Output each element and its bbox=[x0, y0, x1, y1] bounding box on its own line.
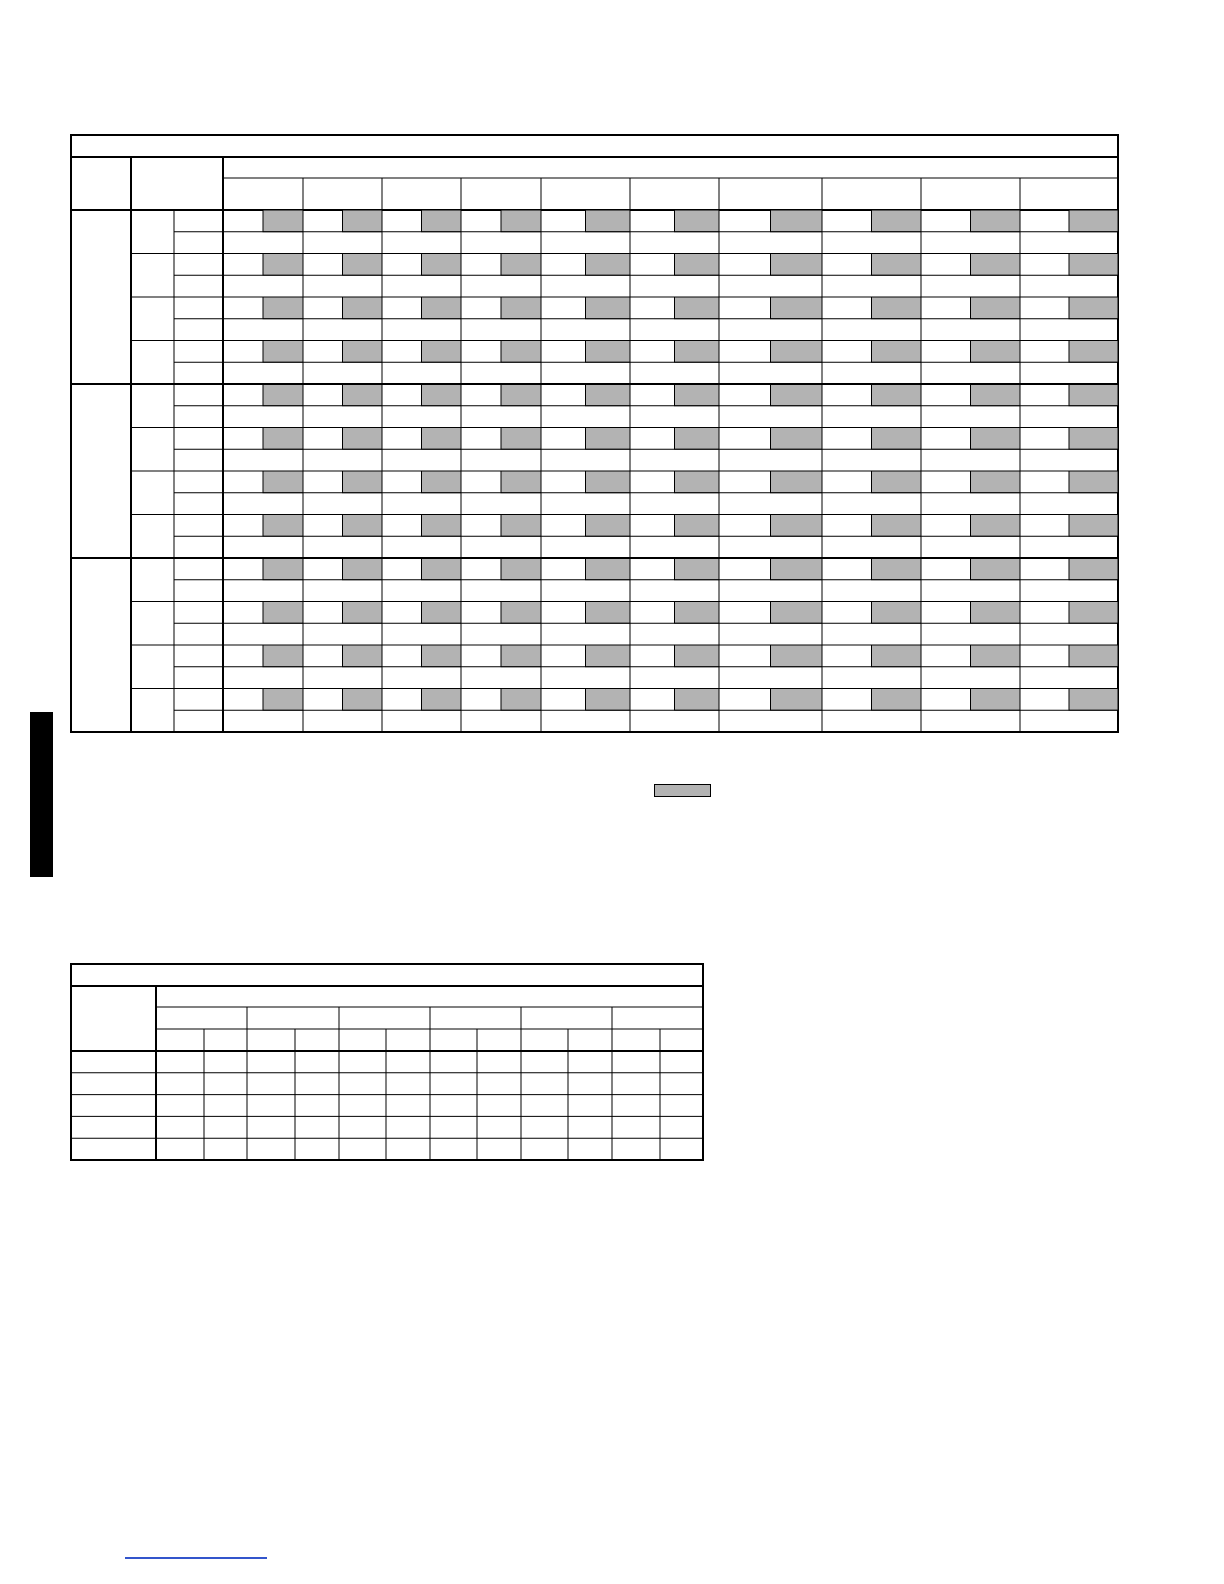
table-1-shaded-cell bbox=[1069, 471, 1118, 493]
table-1-shaded-cell bbox=[872, 471, 922, 493]
table-1-shaded-cell bbox=[872, 689, 922, 711]
table-1-shaded-cell bbox=[971, 428, 1021, 450]
table-1-shaded-cell bbox=[422, 384, 462, 406]
table-1-shaded-cell bbox=[586, 645, 631, 667]
table-1-shaded-cell bbox=[343, 689, 383, 711]
table-1-shaded-cell bbox=[971, 254, 1021, 276]
table-1-shaded-cell bbox=[1069, 428, 1118, 450]
table-1-shaded-cell bbox=[343, 254, 383, 276]
table-1-shaded-cell bbox=[586, 297, 631, 319]
table-1-shaded-cell bbox=[422, 515, 462, 537]
table-1-shaded-cell bbox=[263, 515, 303, 537]
table-1-shaded-cell bbox=[872, 254, 922, 276]
table-1-shaded-cell bbox=[343, 384, 383, 406]
table-1-shaded-cell bbox=[263, 645, 303, 667]
table-1-shaded-cell bbox=[1069, 210, 1118, 232]
legend-shaded-swatch bbox=[654, 784, 711, 797]
table-1-shaded-cell bbox=[1069, 515, 1118, 537]
table-1-shaded-cell bbox=[872, 210, 922, 232]
table-1-shaded-cell bbox=[586, 210, 631, 232]
table-1-shaded-cell bbox=[872, 645, 922, 667]
table-1-shaded-cell bbox=[1069, 602, 1118, 624]
table-1-shaded-cell bbox=[586, 515, 631, 537]
table-1-shaded-cell bbox=[872, 428, 922, 450]
table-1-shaded-cell bbox=[675, 341, 720, 363]
table-1-shaded-cell bbox=[872, 297, 922, 319]
table-1-shaded-cell bbox=[1069, 558, 1118, 580]
table-1-shaded-cell bbox=[971, 210, 1021, 232]
table-1-shaded-cell bbox=[675, 254, 720, 276]
table-1-shaded-cell bbox=[586, 341, 631, 363]
footer-link-underline[interactable] bbox=[125, 1557, 267, 1559]
table-1-shaded-cell bbox=[1069, 689, 1118, 711]
table-1-shaded-cell bbox=[1069, 384, 1118, 406]
table-1-shaded-cell bbox=[971, 645, 1021, 667]
table-1-shaded-cell bbox=[771, 645, 823, 667]
table-1-shaded-cell bbox=[971, 558, 1021, 580]
table-1-shaded-cell bbox=[872, 558, 922, 580]
table-1-shaded-cell bbox=[501, 689, 541, 711]
table-1-shaded-cell bbox=[771, 210, 823, 232]
table-1-shaded-cell bbox=[675, 645, 720, 667]
table-1-shaded-cell bbox=[971, 602, 1021, 624]
table-1-shaded-cell bbox=[422, 689, 462, 711]
table-1-shaded-cell bbox=[1069, 341, 1118, 363]
table-1-shaded-cell bbox=[872, 602, 922, 624]
table-1-shaded-cell bbox=[1069, 254, 1118, 276]
table-1-shaded-cell bbox=[263, 341, 303, 363]
table-1-shaded-cell bbox=[771, 341, 823, 363]
table-1-shaded-cell bbox=[501, 471, 541, 493]
table-1-shaded-cell bbox=[422, 297, 462, 319]
table-1-shaded-cell bbox=[675, 428, 720, 450]
table-1-shaded-cell bbox=[771, 384, 823, 406]
table-2-frame bbox=[71, 964, 703, 1160]
table-1-shaded-cell bbox=[1069, 645, 1118, 667]
table-1-shaded-cell bbox=[971, 689, 1021, 711]
table-1-shaded-cell bbox=[263, 297, 303, 319]
table-1-shaded-cell bbox=[971, 297, 1021, 319]
table-1-shaded-cell bbox=[586, 254, 631, 276]
table-1-shaded-cell bbox=[586, 428, 631, 450]
table-1-shaded-cell bbox=[1069, 297, 1118, 319]
table-1-shaded-cell bbox=[971, 471, 1021, 493]
table-1-shaded-cell bbox=[263, 254, 303, 276]
table-1-shaded-cell bbox=[343, 428, 383, 450]
table-1-shaded-cell bbox=[971, 515, 1021, 537]
table-1-shaded-cell bbox=[675, 689, 720, 711]
table-1-shaded-cell bbox=[263, 471, 303, 493]
table-1-shaded-cell bbox=[343, 558, 383, 580]
table-1-shaded-cell bbox=[343, 297, 383, 319]
table-1-shaded-cell bbox=[343, 341, 383, 363]
table-1-shaded-cell bbox=[675, 558, 720, 580]
table-1-shaded-cell bbox=[872, 515, 922, 537]
table-1-shaded-cell bbox=[263, 558, 303, 580]
table-1-shaded-cell bbox=[675, 384, 720, 406]
table-1-shaded-cell bbox=[501, 645, 541, 667]
table-1-shaded-cell bbox=[501, 254, 541, 276]
table-1-shaded-cell bbox=[422, 428, 462, 450]
table-1-shaded-cell bbox=[263, 384, 303, 406]
table-1-shaded-cell bbox=[422, 341, 462, 363]
table-1-shaded-cell bbox=[771, 558, 823, 580]
table-1-shaded-cell bbox=[501, 384, 541, 406]
table-1-shaded-cell bbox=[501, 297, 541, 319]
table-1-shaded-cell bbox=[422, 210, 462, 232]
table-1-shaded-cell bbox=[771, 515, 823, 537]
table-1-shaded-cell bbox=[771, 689, 823, 711]
table-1-shaded-cell bbox=[263, 210, 303, 232]
table-1-shaded-cell bbox=[675, 515, 720, 537]
table-1-shaded-cell bbox=[501, 602, 541, 624]
table-1-shaded-cell bbox=[263, 602, 303, 624]
table-1-shaded-cell bbox=[675, 602, 720, 624]
table-1-shaded-cell bbox=[675, 471, 720, 493]
table-1-shaded-cell bbox=[771, 471, 823, 493]
table-1-shaded-cell bbox=[971, 341, 1021, 363]
table-1-shaded-cell bbox=[263, 428, 303, 450]
table-1-shaded-cell bbox=[771, 254, 823, 276]
table-1-shaded-cell bbox=[586, 689, 631, 711]
table-1-shaded-cell bbox=[422, 645, 462, 667]
table-1-shaded-cell bbox=[343, 602, 383, 624]
table-1-shaded-cell bbox=[586, 384, 631, 406]
table-1-shaded-cell bbox=[501, 210, 541, 232]
table-1-shaded-cell bbox=[771, 297, 823, 319]
table-1-shaded-cell bbox=[501, 515, 541, 537]
table-1-shaded-cell bbox=[971, 384, 1021, 406]
table-1-shaded-cell bbox=[422, 558, 462, 580]
table-1-shaded-cell bbox=[422, 471, 462, 493]
table-1-shaded-cell bbox=[343, 645, 383, 667]
table-1-shaded-cell bbox=[501, 341, 541, 363]
table-1-shaded-cell bbox=[586, 471, 631, 493]
table-1-shaded-cell bbox=[586, 558, 631, 580]
table-1-shaded-cell bbox=[586, 602, 631, 624]
table-1-shaded-cell bbox=[343, 471, 383, 493]
table-1-shaded-cell bbox=[501, 428, 541, 450]
table-1-shaded-cell bbox=[343, 210, 383, 232]
table-1-shaded-cell bbox=[675, 210, 720, 232]
table-1-shaded-cell bbox=[501, 558, 541, 580]
table-1-shaded-cell bbox=[771, 602, 823, 624]
table-1-shaded-cell bbox=[422, 254, 462, 276]
table-1-shaded-cell bbox=[872, 384, 922, 406]
table-1-shaded-cell bbox=[771, 428, 823, 450]
table-1-shaded-cell bbox=[872, 341, 922, 363]
table-1-shaded-cell bbox=[422, 602, 462, 624]
table-1-shaded-cell bbox=[675, 297, 720, 319]
table-1-shaded-cell bbox=[343, 515, 383, 537]
table-1-shaded-cell bbox=[263, 689, 303, 711]
